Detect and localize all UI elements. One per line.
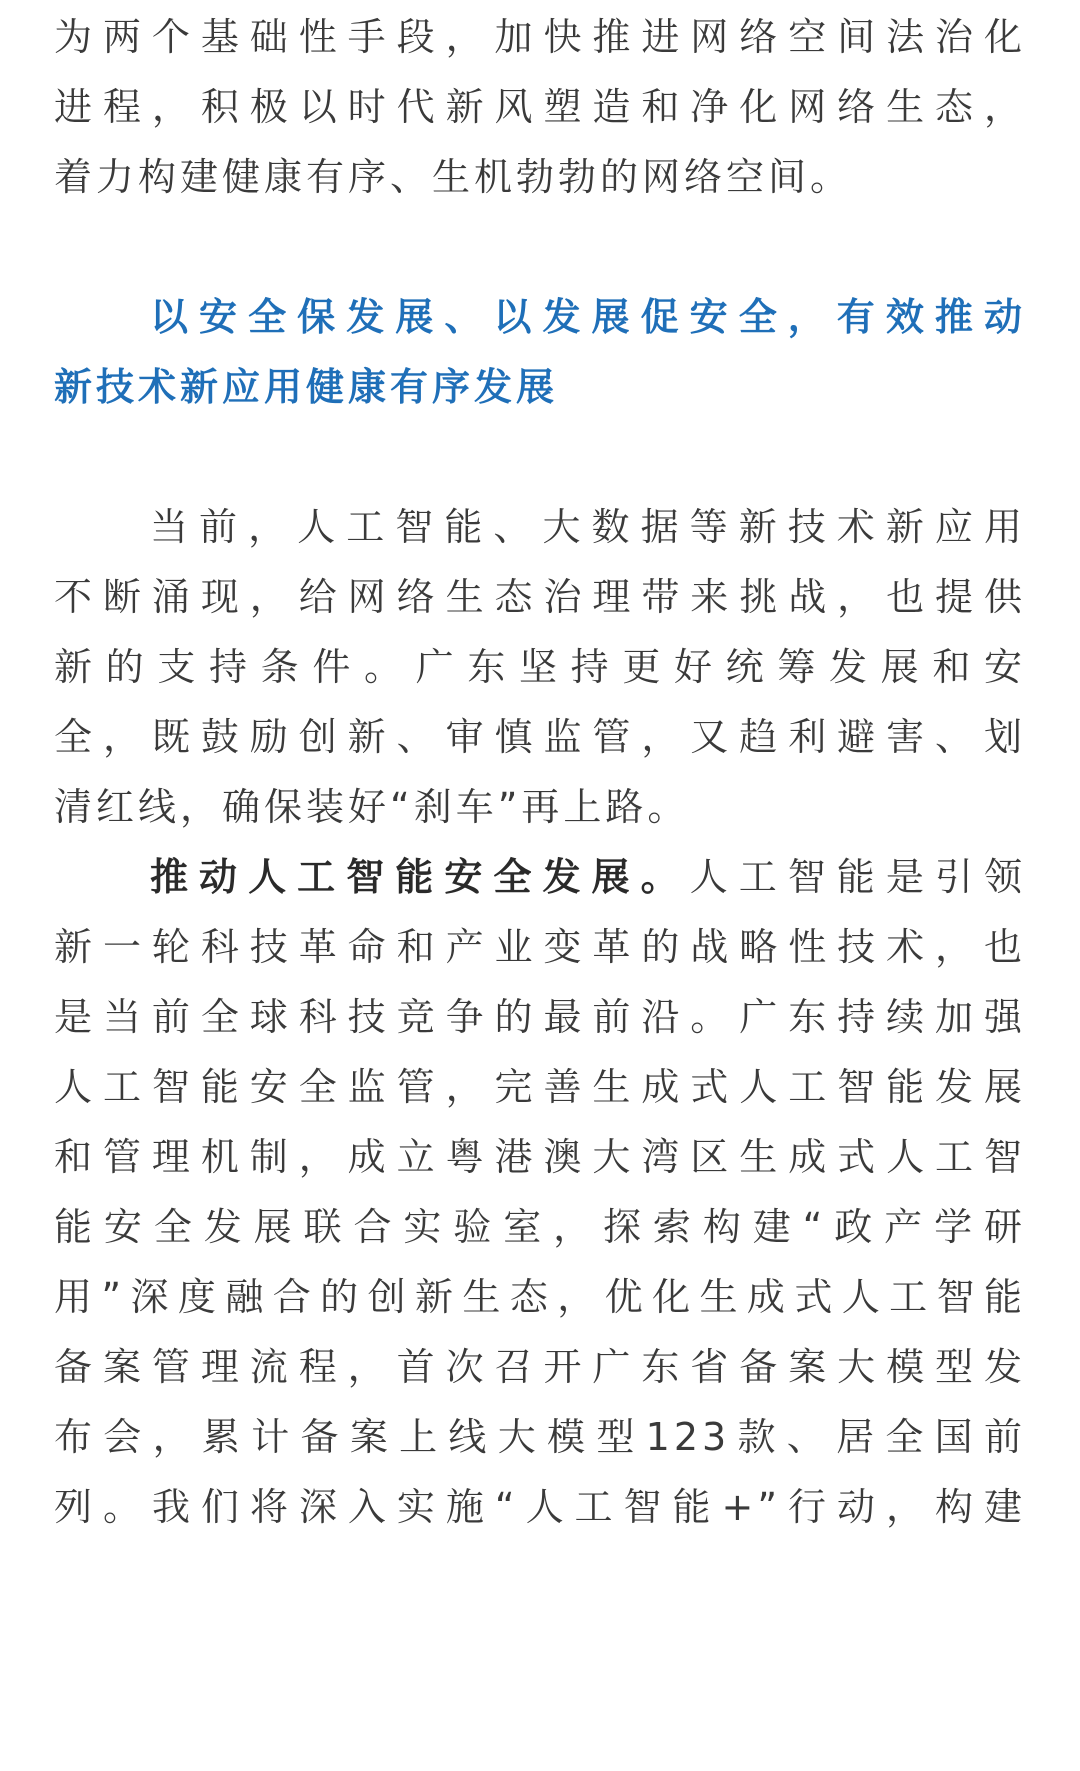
para2-line-10: 列。我们将深入实施“人工智能+”行动，构建 xyxy=(54,1485,1026,1529)
para2-line-3: 是当前全球科技竞争的最前沿。广东持续加强 xyxy=(54,995,1026,1039)
para2-line-5: 和管理机制，成立粤港澳大湾区生成式人工智 xyxy=(54,1135,1026,1179)
section-heading-line-1: 以安全保发展、以发展促安全，有效推动 xyxy=(150,295,1026,339)
para2-line-6: 能安全发展联合实验室，探索构建“政产学研 xyxy=(54,1205,1026,1249)
para1-line-2: 不断涌现，给网络生态治理带来挑战，也提供 xyxy=(54,575,1026,619)
intro-line-1: 为两个基础性手段，加快推进网络空间法治化 xyxy=(54,15,1026,59)
para2-line-4: 人工智能安全监管，完善生成式人工智能发展 xyxy=(54,1065,1026,1109)
section-heading-line-2: 新技术新应用健康有序发展 xyxy=(54,365,559,409)
para2-line-1 xyxy=(150,852,1026,908)
para2-lead-bold: 推动人工智能安全发展。 xyxy=(150,855,690,899)
para1-line-5: 清红线，确保装好“刹车”再上路。 xyxy=(54,785,690,829)
intro-line-3: 着力构建健康有序、生机勃勃的网络空间。 xyxy=(54,155,853,199)
para2-first-line-rest: 人工智能是引领 xyxy=(689,855,1026,899)
para1-line-3: 新的支持条件。广东坚持更好统筹发展和安 xyxy=(54,645,1026,689)
para1-line-4: 全，既鼓励创新、审慎监管，又趋利避害、划 xyxy=(54,715,1026,759)
para2-line-7: 用”深度融合的创新生态，优化生成式人工智能 xyxy=(54,1275,1026,1319)
para2-line-9: 布会，累计备案上线大模型123款、居全国前 xyxy=(54,1415,1026,1459)
para1-line-1: 当前，人工智能、大数据等新技术新应用 xyxy=(150,505,1026,549)
para2-line-8: 备案管理流程，首次召开广东省备案大模型发 xyxy=(54,1345,1026,1389)
intro-line-2: 进程，积极以时代新风塑造和净化网络生态， xyxy=(54,85,1026,129)
para2-line-2: 新一轮科技革命和产业变革的战略性技术，也 xyxy=(54,925,1026,969)
